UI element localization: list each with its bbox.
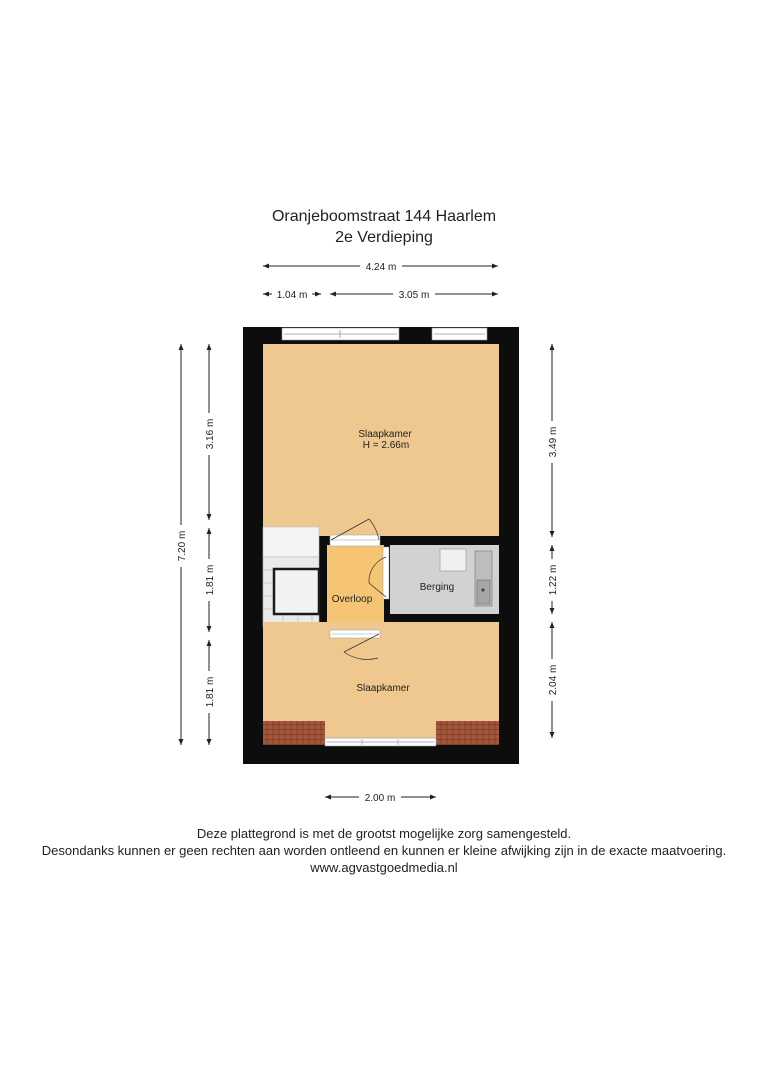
room-bedroom-top-label: Slaapkamer — [358, 429, 412, 440]
room-bedroom-bottom-label: Slaapkamer — [356, 683, 410, 694]
dimension-total-height-label: 7.20 m — [177, 530, 188, 562]
dimension-left-middle — [202, 528, 216, 632]
storage-tap-icon — [481, 588, 484, 591]
stair-landing-step — [263, 527, 319, 557]
dimension-right-lower-label: 2.04 m — [548, 664, 559, 696]
dimension-bottom-width — [325, 790, 436, 804]
room-storage-label: Berging — [419, 582, 455, 593]
dimension-left-lower — [202, 640, 216, 745]
storage-sink — [477, 580, 490, 604]
dimension-right-middle-label: 1.22 m — [548, 564, 559, 596]
dimension-left-upper-label: 3.16 m — [205, 418, 216, 450]
dimension-right-middle — [545, 545, 559, 614]
dimension-bottom-width-label: 2.00 m — [364, 793, 396, 804]
dimension-total-width-label: 4.24 m — [365, 262, 397, 273]
disclaimer-line-2: Desondanks kunnen er geen rechten aan worden ontleend en kunnen er kleine afwijking zijn in de exacte maatvoering. — [41, 843, 727, 858]
dimension-right-width — [330, 287, 498, 301]
roof-tiles-right — [436, 721, 499, 745]
room-bedroom-top-height: H = 2.66m — [362, 440, 410, 451]
floor-title: 2e Verdieping — [335, 229, 433, 246]
dimension-right-upper — [545, 344, 559, 537]
storage-appliance — [440, 549, 466, 571]
dimension-right-width-label: 3.05 m — [398, 290, 430, 301]
room-landing-label: Overloop — [331, 594, 373, 605]
window-top-left — [282, 328, 399, 340]
dimension-right-upper-label: 3.49 m — [548, 426, 559, 458]
dimension-left-width-label: 1.04 m — [276, 290, 308, 301]
roof-tiles-left — [263, 721, 325, 745]
window-top-right — [432, 328, 487, 340]
dimension-left-width — [263, 287, 321, 301]
website-link[interactable]: www.agvastgoedmedia.nl — [310, 860, 458, 875]
dimension-left-upper — [202, 344, 216, 520]
dimension-left-middle-label: 1.81 m — [205, 564, 216, 596]
dimension-right-lower — [545, 622, 559, 738]
dimension-total-width — [263, 259, 498, 273]
stairwell-void — [274, 569, 319, 614]
address-title: Oranjeboomstraat 144 Haarlem — [271, 208, 497, 225]
disclaimer-line-1: Deze plattegrond is met de grootst mogelijke zorg samengesteld. — [196, 826, 572, 841]
dimension-left-lower-label: 1.81 m — [205, 676, 216, 708]
staircase — [263, 557, 319, 627]
window-bottom — [325, 738, 436, 746]
dimension-total-height — [174, 344, 188, 745]
